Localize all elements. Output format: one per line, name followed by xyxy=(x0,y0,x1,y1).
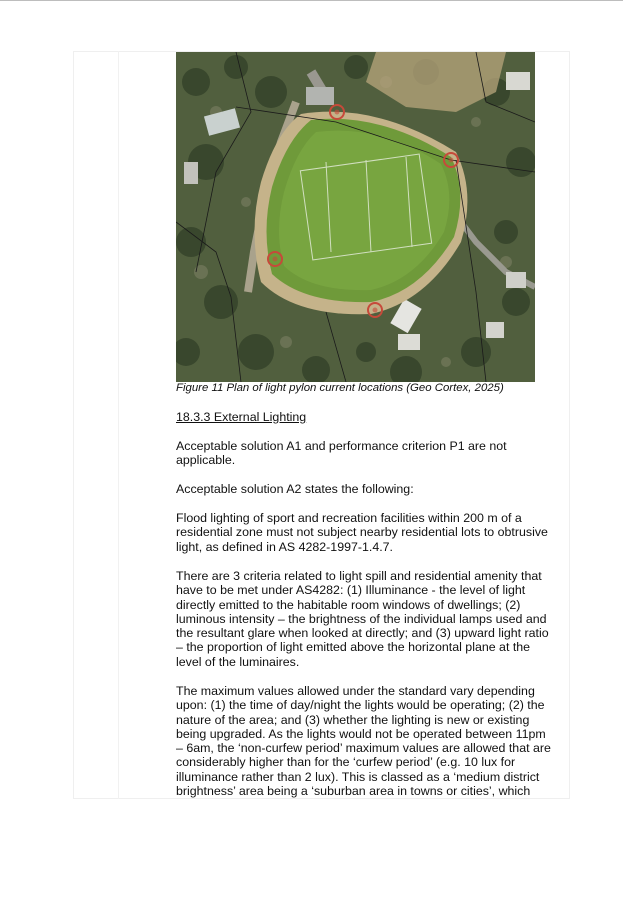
section-heading: 18.3.3 External Lighting xyxy=(176,410,307,424)
figure-caption: Figure 11 Plan of light pylon current locations (Geo Cortex, 2025) xyxy=(176,382,504,394)
paragraph-2: Acceptable solution A2 states the following: xyxy=(176,482,414,496)
aerial-photo xyxy=(176,52,535,382)
paragraph-5: The maximum values allowed under the standard vary depending upon: (1) the time of day/night the lights would be operating; (2) the nature of the area; and (3) whether the lighting is new or existing being upgraded. As the lights would not be operated between 11pm – 6am, the ‘non-curfew period’ maximum values are allowed that are considerably higher than for the ‘curfew period’ (e.g. 10 lux for illuminance rather than 2 lux). This is classed as a ‘medium district brightness’ area being a ‘suburban area in towns or cities’, which xyxy=(176,684,551,799)
aerial-map-figure xyxy=(176,52,535,382)
paragraph-3: Flood lighting of sport and recreation facilities within 200 m of a residential zone must not subject nearby residential lots to obtrusive light, as defined in AS 4282-1997-1.4.7. xyxy=(176,511,548,554)
margin-guide xyxy=(118,51,119,799)
paragraph-4: There are 3 criteria related to light spill and residential amenity that have to be met under AS4282: (1) Illuminance - the level of light directly emitted to the habitable room windows of dwellings; (2) luminous intensity – the brightness of the individual lamps used and the resultant glare when looked at directly; and (3) upward light ratio – the proportion of light emitted above the horizontal plane at the level of the luminaires. xyxy=(176,569,549,669)
top-border xyxy=(0,0,623,1)
paragraph-1: Acceptable solution A1 and performance criterion P1 are not applicable. xyxy=(176,439,507,468)
